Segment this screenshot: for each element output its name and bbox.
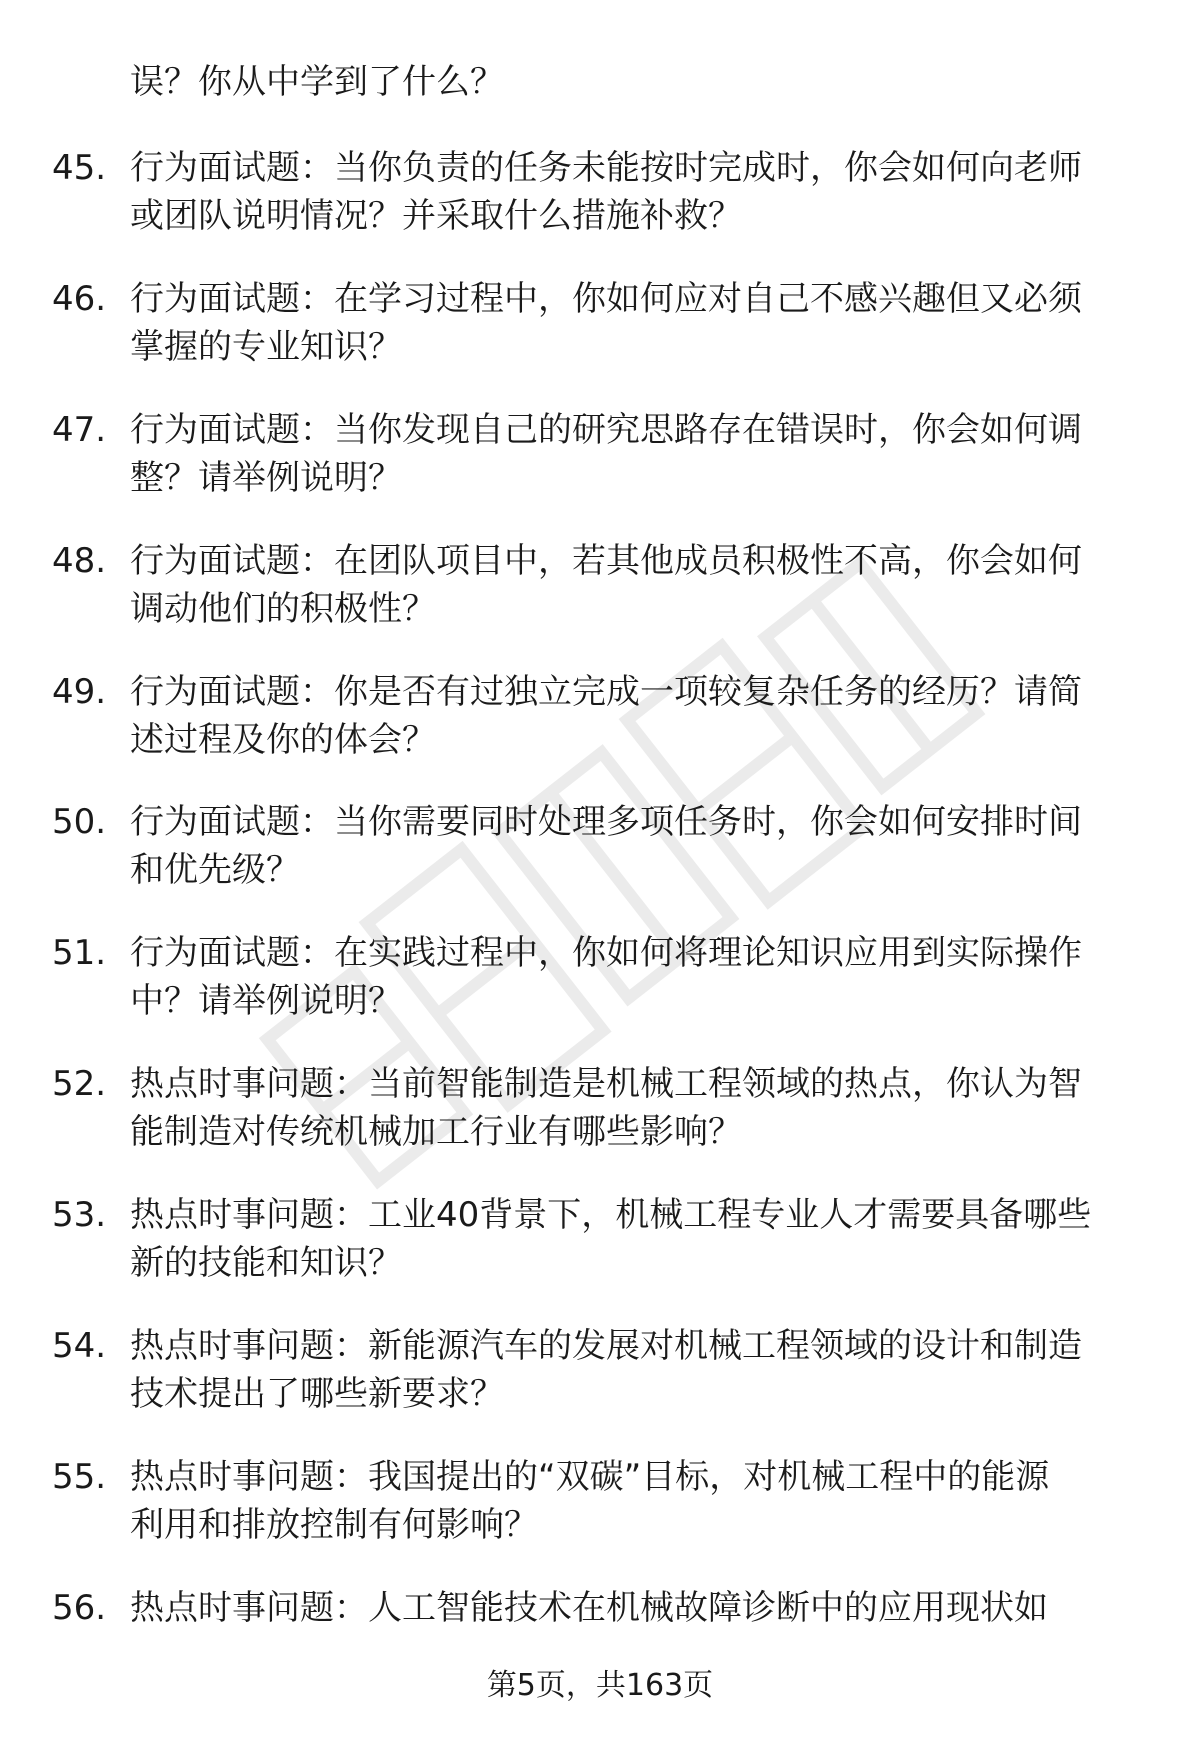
question-number: 48. [52,540,107,581]
question-number: 47. [52,409,107,450]
question-number: 51. [52,933,107,974]
question-number: 56. [52,1587,107,1628]
question-item [0,406,1200,537]
question-number: 53. [52,1195,107,1236]
question-number: 45. [52,148,107,188]
question-item [0,668,1200,799]
question-item [0,1060,1200,1191]
question-item [0,1453,1200,1584]
question-number: 54. [52,1326,107,1367]
question-text: 热点时事问题：当前智能制造是机械工程领域的热点，你认为智 能制造对传统机械加工行业有哪些影响？ [130,1064,1082,1153]
page-footer: 第5页，共163页 [486,1668,714,1703]
question-item [0,929,1200,1060]
question-item [0,798,1200,929]
question-number: 55. [52,1456,107,1497]
question-item [0,537,1200,668]
question-text: 热点时事问题：工业40背景下，机械工程专业人才需要具备哪些 新的技能和知识？ [130,1195,1092,1284]
question-text: 热点时事问题：新能源汽车的发展对机械工程领域的设计和制造 技术提出了哪些新要求？ [130,1326,1082,1415]
question-number: 46. [52,278,107,319]
question-text: 热点时事问题：人工智能技术在机械故障诊断中的应用现状如 [130,1587,1048,1628]
question-text: 行为面试题：你是否有过独立完成一项较复杂任务的经历？请简 述过程及你的体会？ [130,671,1082,760]
question-number: 52. [52,1064,107,1105]
question-text: 行为面试题：在实践过程中，你如何将理论知识应用到实际操作 中？请举例说明？ [130,933,1082,1022]
question-text: 行为面试题：当你发现自己的研究思路存在错误时，你会如何调 整？请举例说明？ [130,409,1082,498]
question-item [0,275,1200,406]
question-text: 行为面试题：当你需要同时处理多项任务时，你会如何安排时间 和优先级？ [130,802,1082,891]
question-item [0,144,1200,275]
question-number: 49. [52,671,107,712]
question-text: 热点时事问题：我国提出的“双碳”目标，对机械工程中的能源 利用和排放控制有何影响？ [130,1456,1050,1545]
question-item [0,1191,1200,1322]
question-text: 行为面试题：在团队项目中，若其他成员积极性不高，你会如何 调动他们的积极性？ [130,540,1082,629]
question-list [0,144,1200,1715]
question-number: 50. [52,802,107,843]
question-text: 行为面试题：当你负责的任务未能按时完成时，你会如何向老师 或团队说明情况？并采取什么措施补救？ [130,148,1082,236]
continued-question-text: 误？你从中学到了什么？ [130,62,504,102]
question-text: 行为面试题：在学习过程中，你如何应对自己不感兴趣但又必须 掌握的专业知识？ [130,278,1082,367]
question-item [0,1322,1200,1453]
